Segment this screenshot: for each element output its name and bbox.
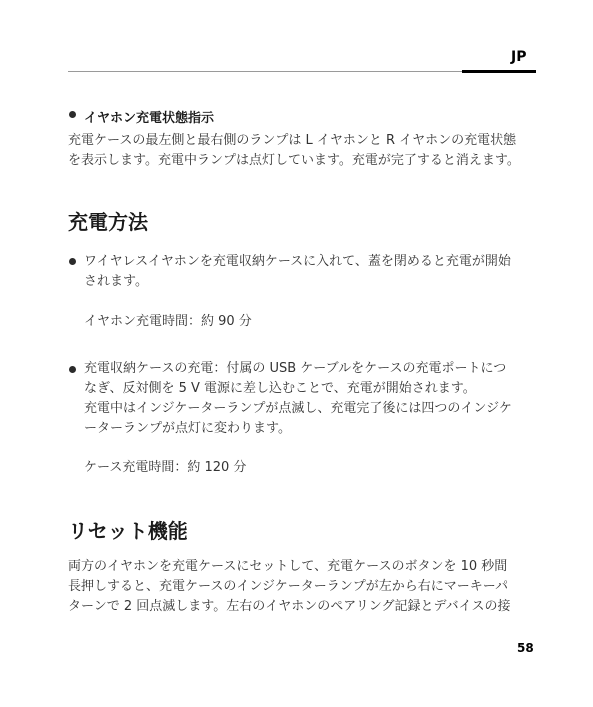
bullet-icon bbox=[69, 258, 76, 265]
charging-item2-line-1: 充電収納ケースの充電：付属の USB ケーブルをケースの充電ポートにつ bbox=[84, 361, 507, 376]
language-label: JP bbox=[511, 49, 527, 65]
charging-item2-line-3: 充電中はインジケーターランプが点滅し、充電完了後には四つのインジケ bbox=[84, 401, 512, 416]
indicator-line-2: を表示します。充電中ランプは点灯しています。充電が完了すると消えます。 bbox=[68, 153, 520, 168]
charging-item2-line-4: ーターランプが点灯に変わります。 bbox=[84, 421, 291, 436]
reset-line-1: 両方のイヤホンを充電ケースにセットして、充電ケースのボタンを 10 秒間 bbox=[68, 559, 508, 574]
reset-heading: リセット機能 bbox=[68, 519, 188, 543]
page-number: 58 bbox=[517, 641, 534, 655]
earphone-charge-time: イヤホン充電時間：約 90 分 bbox=[84, 314, 252, 329]
charging-item1-line-1: ワイヤレスイヤホンを充電収納ケースに入れて、蓋を閉めると充電が開始 bbox=[84, 254, 511, 269]
case-charge-time: ケース充電時間：約 120 分 bbox=[84, 460, 247, 475]
bullet-icon bbox=[69, 111, 76, 118]
charging-item2-line-2: なぎ、反対側を 5 V 電源に差し込むことで、充電が開始されます。 bbox=[84, 381, 476, 396]
charging-item1-line-2: されます。 bbox=[84, 274, 148, 289]
bullet-icon bbox=[69, 366, 76, 373]
header-rule-accent bbox=[462, 70, 536, 73]
reset-line-3: ターンで 2 回点滅します。左右のイヤホンのペアリング記録とデバイスの接 bbox=[68, 599, 511, 614]
indicator-title: イヤホン充電状態指示 bbox=[84, 111, 215, 126]
indicator-line-1: 充電ケースの最左側と最右側のランプは L イヤホンと R イヤホンの充電状態 bbox=[68, 133, 517, 148]
reset-line-2: 長押しすると、充電ケースのインジケーターランプが左から右にマーキーパ bbox=[68, 579, 509, 594]
charging-heading: 充電方法 bbox=[68, 210, 148, 234]
